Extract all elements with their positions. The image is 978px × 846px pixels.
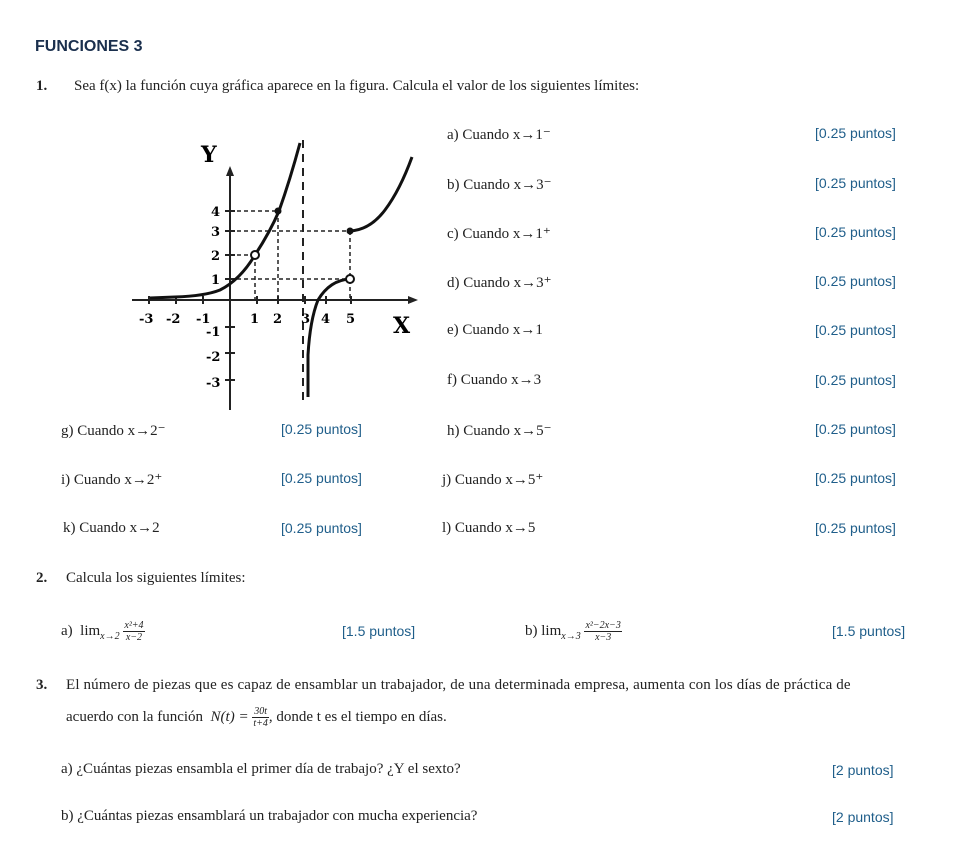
y-axis-label: Y [201,142,217,168]
q1-item-f-points: [0.25 puntos] [815,372,896,388]
q3-func-den: t+4 [253,718,268,729]
q2-number: 2. [36,570,48,586]
q1-item-e-points: [0.25 puntos] [815,322,896,338]
q2-a-den: x−2 [125,632,143,643]
curve-right [350,157,412,231]
q3-func-name: N(t) = [210,708,249,725]
q3-text-line1: El número de piezas que es capaz de ensamblar un trabajador, de una determinada empresa, aumenta con los días de práctica de [66,677,851,693]
q2-a-lim: lim [80,622,101,639]
q1-item-g: g) Cuando x→2⁻ [61,423,166,439]
q3-text-pre: acuerdo con la función [66,708,204,725]
q2-b-lim: lim [541,622,562,639]
q1-text: Sea f(x) la función cuya gráfica aparece en la figura. Calcula el valor de los siguientes límites: [74,78,640,94]
q2-a [61,620,145,643]
q3-a-text: a) ¿Cuántas piezas ensambla el primer día de trabajo? ¿Y el sexto? [61,761,461,777]
q2-text: Calcula los siguientes límites: [66,570,246,586]
svg-text:-1: -1 [196,312,211,327]
q1-item-b: b) Cuando x→3⁻ [447,177,552,193]
q3-a-points: [2 puntos] [832,762,894,778]
y-axis-arrow [226,166,234,176]
q1-item-k: k) Cuando x→2 [63,520,160,536]
q1-item-j: j) Cuando x→5⁺ [442,472,544,488]
q3-func-num: 30t [254,706,267,717]
q1-item-f: f) Cuando x→3 [447,372,542,388]
svg-text:4: 4 [321,312,331,327]
svg-text:5: 5 [346,312,356,327]
q3-func-fraction [252,706,269,729]
open-point-2-2 [251,251,259,259]
svg-text:1: 1 [250,312,260,327]
q1-item-c: c) Cuando x→1⁺ [447,226,551,242]
q3-number: 3. [36,677,48,693]
q2-b-label: b) [525,622,538,639]
q2-a-sub: x→2 [100,630,120,642]
q3-b-points: [2 puntos] [832,809,894,825]
q1-item-k-points: [0.25 puntos] [281,520,362,536]
svg-text:-3: -3 [206,376,221,391]
q1-item-d: d) Cuando x→3⁺ [447,275,552,291]
function-graph [130,130,430,415]
closed-point-5-3 [347,228,354,235]
q1-item-i-points: [0.25 puntos] [281,470,362,486]
q1-item-a-points: [0.25 puntos] [815,125,896,141]
q2-a-points: [1.5 puntos] [342,623,416,639]
svg-text:2: 2 [211,249,221,264]
x-axis-label: X [393,313,411,339]
q1-item-i: i) Cuando x→2⁺ [61,472,163,488]
q1-item-h-points: [0.25 puntos] [815,421,896,437]
q2-a-label: a) [61,622,73,639]
q1-item-e: e) Cuando x→1 [447,322,543,338]
q1-number: 1. [36,78,48,94]
q1-item-a: a) Cuando x→1⁻ [447,127,551,143]
svg-text:-2: -2 [206,350,221,365]
q2-b-points: [1.5 puntos] [832,623,906,639]
q1-item-b-points: [0.25 puntos] [815,175,896,191]
q3-b-text: b) ¿Cuántas piezas ensamblará un trabajador con mucha experiencia? [61,808,478,824]
q1-item-l: l) Cuando x→5 [442,520,536,536]
q1-item-d-points: [0.25 puntos] [815,273,896,289]
q2-b-den: x−3 [595,632,612,643]
q2-b-num: x²−2x−3 [585,620,621,631]
svg-text:-2: -2 [166,312,181,327]
q1-item-c-points: [0.25 puntos] [815,224,896,240]
q1-item-l-points: [0.25 puntos] [815,520,896,536]
page-title: FUNCIONES 3 [35,38,143,55]
svg-text:-1: -1 [206,325,221,340]
svg-text:1: 1 [211,273,221,288]
closed-point-2-4 [275,208,282,215]
svg-text:-3: -3 [139,312,154,327]
q3-text-line2 [66,706,447,729]
q2-a-fraction [123,620,144,643]
q1-item-j-points: [0.25 puntos] [815,470,896,486]
curve-middle [308,279,350,397]
q1-item-g-points: [0.25 puntos] [281,421,362,437]
q2-b-fraction [584,620,621,643]
q3-text-post: , donde t es el tiempo en días. [268,708,447,725]
q2-b [525,620,622,643]
x-axis-arrow [408,296,418,304]
svg-text:4: 4 [211,205,221,220]
svg-text:2: 2 [273,312,283,327]
open-point-5-1 [346,275,354,283]
svg-text:3: 3 [211,225,221,240]
q1-item-h: h) Cuando x→5⁻ [447,423,552,439]
svg-text:3: 3 [301,312,311,327]
q2-a-num: x²+4 [124,620,144,631]
q2-b-sub: x→3 [561,630,581,642]
